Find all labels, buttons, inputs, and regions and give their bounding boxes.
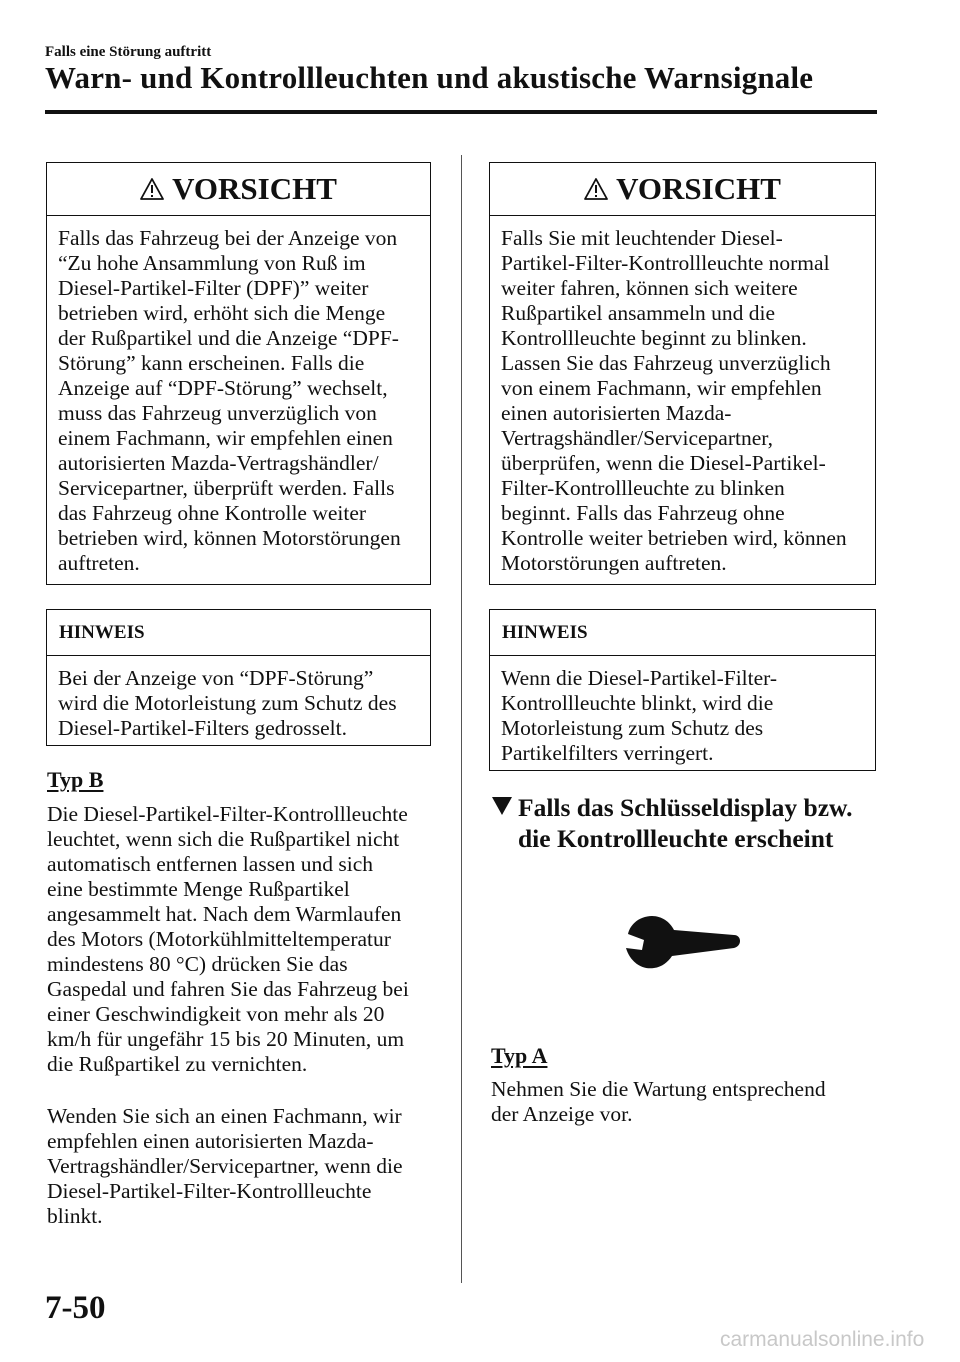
text-line: autorisierten Mazda-Vertragshändler/ (58, 451, 379, 475)
text-line: einem Fachmann, wir empfehlen einen (58, 426, 393, 450)
title-rule (45, 110, 877, 114)
text-line: Diesel-Partikel-Filter (DPF)” weiter (58, 276, 369, 300)
type-a-paragraph (491, 1077, 826, 1127)
type-a-heading: Typ A (491, 1043, 548, 1068)
text-line: von einem Fachmann, wir empfehlen (501, 376, 822, 400)
page-title: Warn- und Kontrollleuchten und akustische Warnsignale (45, 60, 814, 95)
text-line: wird die Motorleistung zum Schutz des (58, 691, 397, 715)
text-line: Falls Sie mit leuchtender Diesel- (501, 226, 783, 250)
text-line: Vertragshändler/Servicepartner, wenn die (47, 1154, 403, 1178)
warning-triangle-icon (140, 177, 164, 201)
note-label: HINWEIS (59, 621, 145, 643)
text-line: auftreten. (58, 551, 140, 575)
caution-body (47, 216, 430, 576)
caution-label: VORSICHT (172, 171, 337, 206)
warning-triangle-icon (584, 177, 608, 201)
text-line: Anzeige auf “DPF-Störung” wechselt, (58, 376, 388, 400)
text-line: einen autorisierten Mazda- (501, 401, 732, 425)
text-line: muss das Fahrzeug unverzüglich von (58, 401, 377, 425)
text-line: Wenn die Diesel-Partikel-Filter- (501, 666, 778, 690)
text-line: Rußpartikel ansammeln und die (501, 301, 776, 325)
text-line: die Kontrollleuchte erscheint (518, 824, 834, 853)
text-line: Gaspedal und fahren Sie das Fahrzeug bei (47, 977, 409, 1001)
note-header (47, 610, 430, 656)
text-line: Diesel-Partikel-Filter-Kontrollleuchte (47, 1179, 372, 1203)
caution-header (47, 163, 430, 216)
text-line: Partikelfilters verringert. (501, 741, 714, 765)
column-divider (461, 155, 462, 1283)
text-line: der Rußpartikel und die Anzeige “DPF- (58, 326, 399, 350)
caution-body (490, 216, 875, 576)
text-line: mindestens 80 °C) drücken Sie das (47, 952, 348, 976)
page-number: 7-50 (45, 1290, 106, 1326)
note-header (490, 610, 875, 656)
text-line: Vertragshändler/Servicepartner, (501, 426, 773, 450)
text-line: Bei der Anzeige von “DPF-Störung” (58, 666, 374, 690)
text-line: Diesel-Partikel-Filters gedrosselt. (58, 716, 347, 740)
text-line: “Zu hohe Ansammlung von Ruß im (58, 251, 366, 275)
text-line: einer Geschwindigkeit von mehr als 20 (47, 1002, 385, 1026)
text-line: die Rußpartikel zu vernichten. (47, 1052, 308, 1076)
left-note-box (46, 609, 431, 746)
text-line: Kontrollleuchte beginnt zu blinken. (501, 326, 807, 350)
text-line: beginnt. Falls das Fahrzeug ohne (501, 501, 785, 525)
text-line: Die Diesel-Partikel-Filter-Kontrollleuchte (47, 802, 408, 826)
text-line: Motorstörungen auftreten. (501, 551, 727, 575)
text-line: empfehlen einen autorisierten Mazda- (47, 1129, 374, 1153)
right-note-box (489, 609, 876, 771)
caution-header (490, 163, 875, 216)
text-line: km/h für ungefähr 15 bis 20 Minuten, um (47, 1027, 405, 1051)
note-label: HINWEIS (502, 621, 588, 643)
text-line: eine bestimmte Menge Rußpartikel (47, 877, 350, 901)
text-line: Kontrollleuchte blinkt, wird die (501, 691, 774, 715)
text-line: Kontrolle weiter betrieben wird, können (501, 526, 847, 550)
text-line: Nehmen Sie die Wartung entsprechend (491, 1077, 826, 1101)
wrench-icon (622, 910, 740, 976)
text-line: der Anzeige vor. (491, 1102, 633, 1126)
contact-paragraph (47, 1104, 403, 1229)
section-heading-text (518, 792, 852, 854)
text-line: betrieben wird, erhöht sich die Menge (58, 301, 386, 325)
text-line: betrieben wird, können Motorstörungen (58, 526, 401, 550)
left-caution-box (46, 162, 431, 585)
text-line: Filter-Kontrollleuchte zu blinken (501, 476, 785, 500)
text-line: Falls das Schlüsseldisplay bzw. (518, 793, 853, 822)
note-body (490, 656, 875, 766)
text-line: Falls das Fahrzeug bei der Anzeige von (58, 226, 398, 250)
text-line: weiter fahren, können sich weitere (501, 276, 798, 300)
text-line: Störung” kann erscheinen. Falls die (58, 351, 365, 375)
right-caution-box (489, 162, 876, 585)
text-line: blinkt. (47, 1204, 103, 1228)
breadcrumb: Falls eine Störung auftritt (45, 44, 212, 60)
text-line: Lassen Sie das Fahrzeug unverzüglich (501, 351, 831, 375)
text-line: überprüfen, wenn die Diesel-Partikel- (501, 451, 826, 475)
text-line: Wenden Sie sich an einen Fachmann, wir (47, 1104, 402, 1128)
text-line: Motorleistung zum Schutz des (501, 716, 764, 740)
text-line: des Motors (Motorkühlmitteltemperatur (47, 927, 391, 951)
watermark: carmanualsonline.info (720, 1328, 925, 1351)
text-line: das Fahrzeug ohne Kontrolle weiter (58, 501, 367, 525)
text-line: Servicepartner, überprüft werden. Falls (58, 476, 395, 500)
type-b-paragraph (47, 802, 409, 1077)
note-body (47, 656, 430, 741)
triangle-down-icon (491, 796, 513, 816)
text-line: angesammelt hat. Nach dem Warmlaufen (47, 902, 402, 926)
section-heading (494, 792, 852, 854)
text-line: leuchtet, wenn sich die Rußpartikel nicht (47, 827, 400, 851)
text-line: automatisch entfernen lassen und sich (47, 852, 373, 876)
type-b-heading: Typ B (47, 767, 104, 792)
caution-label: VORSICHT (616, 171, 781, 206)
text-line: Partikel-Filter-Kontrollleuchte normal (501, 251, 830, 275)
